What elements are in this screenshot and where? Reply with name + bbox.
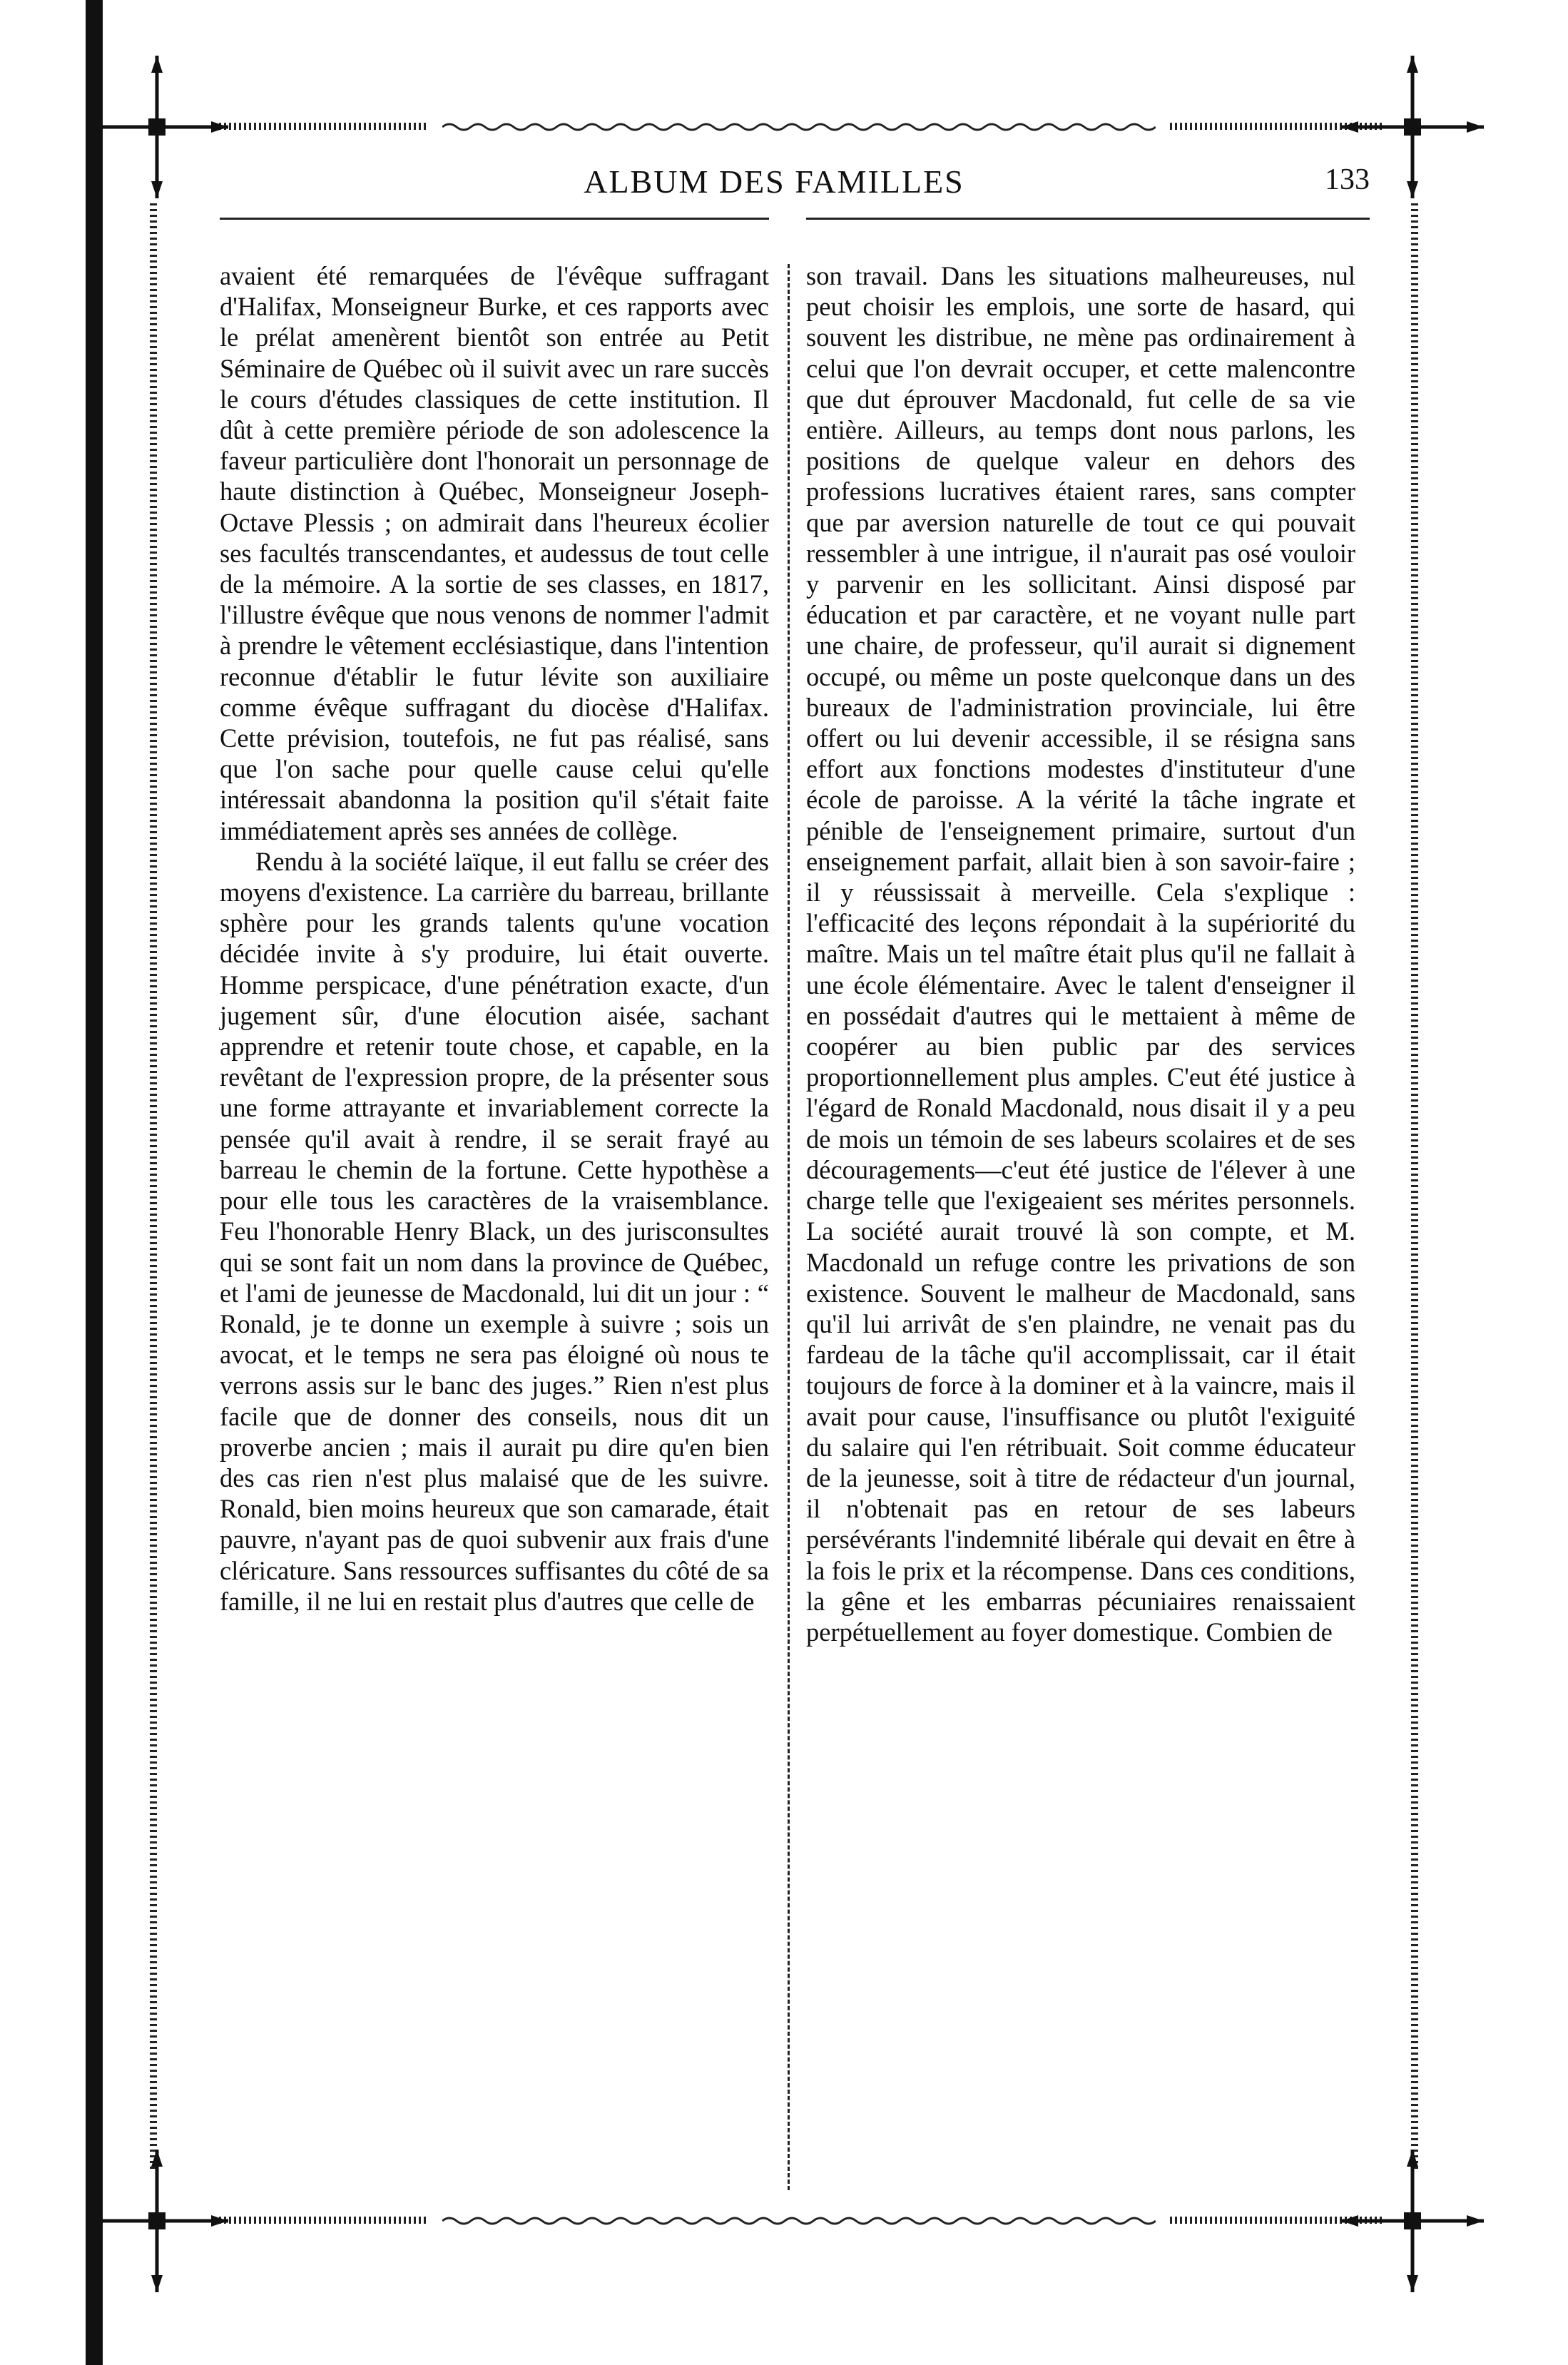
page-header bbox=[178, 163, 1370, 205]
frame-top-dots-left bbox=[214, 123, 428, 130]
header-rule-right bbox=[806, 218, 1370, 220]
page-number: 133 bbox=[1325, 163, 1370, 196]
corner-ornament-bottom-left bbox=[78, 2142, 235, 2299]
header-rule-left bbox=[220, 218, 769, 220]
left-column-paragraph-1: avaient été remarquées de l'évêque suffragant d'Halifax, Monseigneur Burke, et ces rapports avec le prélat amenèrent bientôt son entrée au Petit Séminaire de Québec où il suivit avec un rare succès le cours d'études classiques de cette institution. Il dût à cette première période de son adolescence la faveur particulière dont l'honorait un personnage de haute distinction à Québec, Monseigneur Joseph-Octave Plessis ; on admirait dans l'heureux écolier ses facultés transcendantes, et audessus de tout celle de la mémoire. A la sortie de ses classes, en 1817, l'illustre évêque que nous venons de nommer l'admit à prendre le vêtement ecclésiastique, dans l'intention reconnue d'établir le futur lévite son auxiliaire comme évêque suffragant du diocèse d'Halifax. Cette prévision, toutefois, ne fut pas réalisé, sans que l'on sache pour quelle cause celui qu'elle intéressait abandonna la position qu'il s'était faite immédiatement après ses années de collège. bbox=[220, 261, 769, 845]
frame-bottom-dots-left bbox=[214, 2217, 428, 2224]
right-column-paragraph-1: son travail. Dans les situations malheureuses, nul peut choisir les emplois, une sorte de hasard, qui souvent les distribue, ne mène pas ordinairement à celui que l'on devrait occuper, et cette malencontre que dut éprouver Macdonald, fut celle de sa vie entière. Ailleurs, au temps dont nous parlons, les positions de quelque valeur en dehors des professions lucratives étaient rares, sans compter que par aversion naturelle de tout ce qui pouvait ressembler à une intrigue, il n'aurait pas osé vouloir y parvenir en les sollicitant. Ainsi disposé par éducation et par caractère, et ne voyant nulle part une chaire, de professeur, qu'il aurait si dignement occupé, ou même un poste quelconque dans un des bureaux de l'administration provinciale, lui être offert ou lui devenir accessible, il se résigna sans effort aux fonctions modestes d'instituteur d'une école de paroisse. A la vérité la tâche ingrate et pénible de l'enseignement primaire, surtout d'un enseignement parfait, allait bien à son savoir-faire ; il y réussissait à merveille. Cela s'explique : l'efficacité des leçons répondait à la supériorité du maître. Mais un tel maître était plus qu'il ne fallait à une école élémentaire. Avec le talent d'enseigner il en possédait d'autres qui le mettaient à même de coopérer au bien public par des services proportionnellement plus amples. C'eut été justice à l'égard de Ronald Macdonald, nous disait il y a peu de mois un témoin de ses labeurs scolaires et de ses découragements—c'eut été justice de l'élever à une charge telle que l'exigeaient ses mérites personnels. La société aurait trouvé là son compte, et M. Macdonald un refuge contre les privations de son existence. Souvent le malheur de Macdonald, sans qu'il lui arrivât de s'en plaindre, ne venait pas du fardeau de la tâche qu'il accomplissait, car il était toujours de force à la dominer et à la vaincre, mais il avait pour cause, l'insuffisance ou plutôt l'exiguité du salaire qui l'en rétribuait. Soit comme éducateur de la jeunesse, soit à titre de rédacteur d'un journal, il n'obtenait pas en retour de ses labeurs persévérants l'indemnité libérale qui devait en être à la fois le prix et la récompense. Dans ces conditions, la gêne et les embarras pécuniaires renaissaient perpétuellement au foyer domestique. Combien de bbox=[806, 261, 1355, 1647]
column-divider bbox=[788, 264, 790, 2190]
left-column bbox=[220, 260, 769, 1617]
frame-bottom-wave bbox=[442, 2215, 1156, 2227]
page-title: ALBUM DES FAMILLES bbox=[584, 163, 964, 200]
frame-top-wave bbox=[442, 121, 1156, 133]
corner-ornament-bottom-right bbox=[1334, 2142, 1491, 2299]
right-column bbox=[806, 260, 1355, 1647]
page-edge-rule bbox=[86, 0, 103, 2365]
frame-left-dots bbox=[150, 200, 157, 2169]
frame-right-dots bbox=[1411, 200, 1418, 2169]
left-column-paragraph-2: Rendu à la société laïque, il eut fallu se créer des moyens d'existence. La carrière du barreau, brillante sphère pour les grands talents qu'une vocation décidée invite à s'y produire, lui était ouverte. Homme perspicace, d'une pénétration exacte, d'un jugement sûr, d'une élocution aisée, sachant apprendre et retenir toute chose, et capable, en la revêtant de l'expression propre, de la présenter sous une forme attrayante et invariablement correcte la pensée qu'il avait à rendre, il se serait frayé au barreau le chemin de la fortune. Cette hypothèse a pour elle tous les caractères de la vraisemblance. Feu l'honorable Henry Black, un des jurisconsultes qui se sont fait un nom dans la province de Québec, et l'ami de jeunesse de Macdonald, lui dit un jour : “ Ronald, je te donne un exemple à suivre ; sois un avocat, et le temps ne sera pas éloigné où nous te verrons assis sur le banc des juges.” Rien n'est plus facile que de donner des conseils, nous dit un proverbe ancien ; mais il aurait pu dire qu'en bien des cas rien n'est plus malaisé que de les suivre. Ronald, bien moins heureux que son camarade, était pauvre, n'ayant pas de quoi subvenir aux frais d'une cléricature. Sans ressources suffisantes du côté de sa famille, il ne lui en restait plus d'autres que celle de bbox=[220, 846, 769, 1616]
